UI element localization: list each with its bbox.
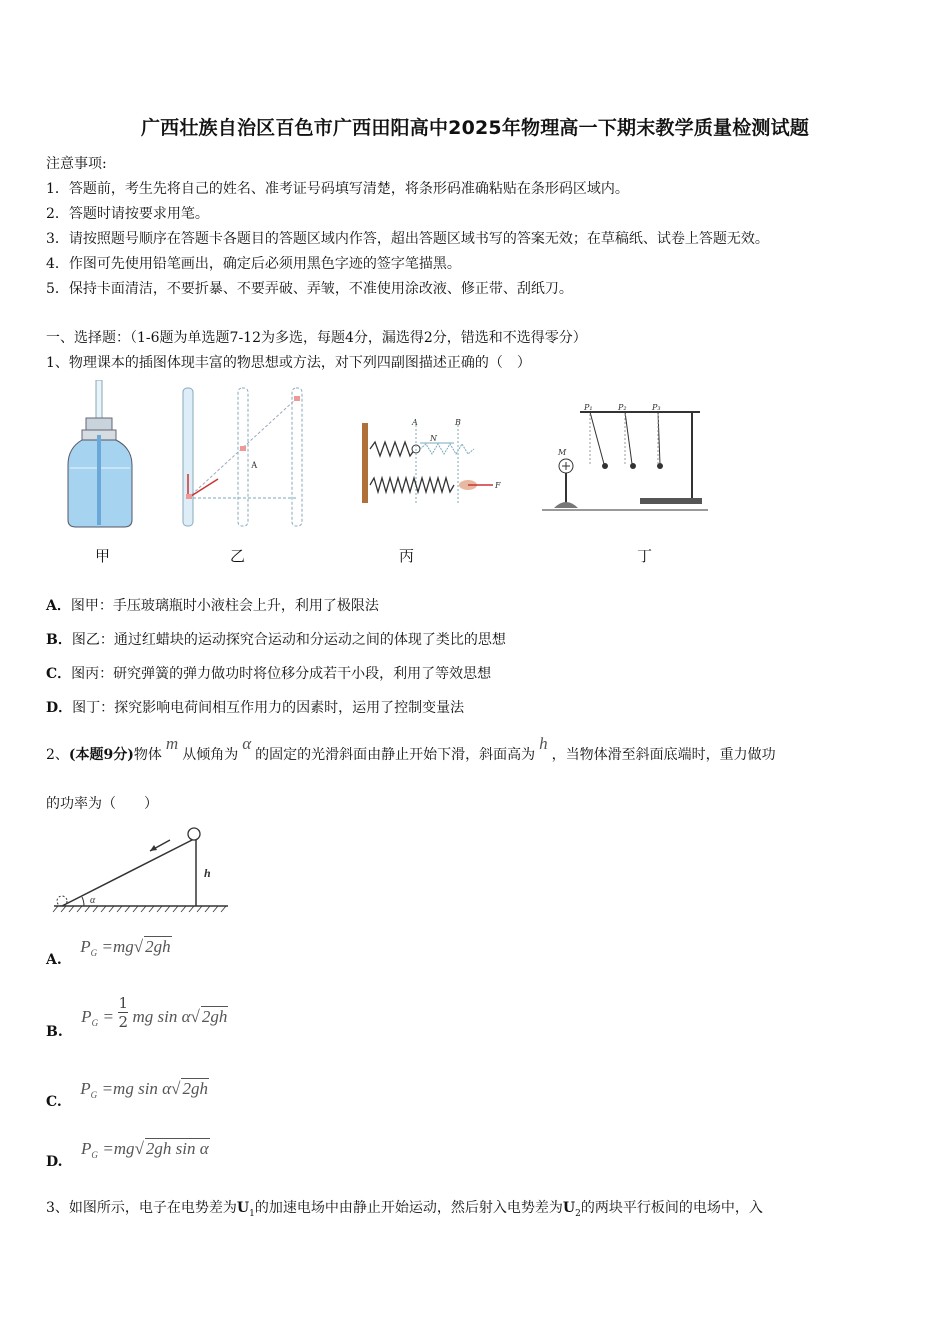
formula-lhs: P <box>81 1007 92 1026</box>
figure-ding-label-p3: P₃ <box>652 403 661 412</box>
figure-ding-pendulums <box>540 400 710 518</box>
figure-ding-label-p2: P₂ <box>618 403 627 412</box>
q2-text: 从倾角为 <box>182 747 239 763</box>
notice-item: 2．答题时请按要求用笔。 <box>46 206 209 222</box>
question-2-stem <box>46 734 776 764</box>
figure-label-ding: 丁 <box>637 547 653 565</box>
notice-item: 1．答题前，考生先将自己的姓名、准考证号码填写清楚，将条形码准确粘贴在条形码区域内。 <box>46 181 629 197</box>
page-title: 广西壮族自治区百色市广西田阳高中2025年物理高一下期末教学质量检测试题 <box>140 117 810 139</box>
option-text: 图甲：手压玻璃瓶时小液柱会上升，利用了极限法 <box>70 598 379 614</box>
option-d <box>46 697 464 717</box>
figure-bing-label-f: F <box>495 481 501 490</box>
question-1-stem: 1、物理课本的插图体现丰富的物思想或方法，对下列四副图描述正确的（ ） <box>46 355 531 371</box>
q2-var-alpha: α <box>242 734 252 753</box>
figure-yi-tubes <box>178 384 308 530</box>
option-letter: A. <box>46 952 62 968</box>
fraction <box>118 994 128 1031</box>
formula-sub: G <box>90 948 98 958</box>
figure-label-jia: 甲 <box>95 547 111 565</box>
option-c <box>46 663 491 683</box>
q3-var-u2: U <box>562 1200 576 1216</box>
option-a <box>46 595 379 615</box>
figure-label-bing: 丙 <box>399 547 415 565</box>
notice-item: 3．请按照题号顺序在答题卡各题目的答题区域内作答，超出答题区域书写的答案无效；在草稿纸、试卷上答题无效。 <box>46 231 769 247</box>
q2-option-d <box>46 1138 210 1170</box>
question-2-line2: 的功率为（ ） <box>46 796 158 812</box>
notice-item: 4．作图可先使用铅笔画出，确定后必须用黑色字迹的签字笔描黑。 <box>46 256 461 272</box>
figure-bing-springs <box>358 415 508 507</box>
formula-body: =mg <box>102 1139 135 1158</box>
formula-radicand: 2gh sin α <box>145 1139 209 1158</box>
option-text: 图丁：探究影响电荷间相互作用力的因素时，运用了控制变量法 <box>72 700 465 716</box>
q2-option-c <box>46 1078 209 1110</box>
option-letter: D. <box>46 1154 63 1170</box>
q2-text: 的固定的光滑斜面由静止开始下滑，斜面高为 <box>255 747 536 763</box>
option-letter: C. <box>46 1094 62 1110</box>
formula-radicand: 2gh <box>201 1007 228 1026</box>
formula-sub: G <box>90 1090 98 1100</box>
formula-radicand: 2gh <box>182 1079 208 1098</box>
q2-var-m: m <box>165 734 179 753</box>
q2-text: 物体 <box>133 747 162 763</box>
figure-bing-label-b: B <box>455 418 461 427</box>
formula-lhs: P <box>80 937 91 956</box>
q3-var-u1-sub: 1 <box>249 1208 255 1219</box>
option-letter: A． <box>46 598 71 614</box>
q3-var-u1: U <box>236 1200 250 1216</box>
figure-yi-label-a: A <box>251 460 258 470</box>
figure-incline <box>50 826 230 916</box>
option-letter: C． <box>46 666 72 682</box>
figure-incline-h: h <box>204 866 211 880</box>
formula-body: =mg <box>101 937 134 956</box>
formula-sub: G <box>91 1018 99 1028</box>
formula-body: mg sin α <box>132 1007 191 1026</box>
formula-body: = <box>102 1007 114 1026</box>
q2-option-a <box>46 936 172 968</box>
question-3-stem <box>46 1197 763 1219</box>
figure-bing-label-a: A <box>412 418 418 427</box>
q3-var-u2-sub: 2 <box>575 1208 581 1219</box>
sqrt-icon: √ <box>190 1007 200 1026</box>
q2-score: (本题9分) <box>68 747 134 763</box>
section-heading: 一、选择题：（1-6题为单选题7-12为多选，每题4分，漏选得2分，错选和不选得零分） <box>46 330 587 346</box>
sqrt-icon: √ <box>171 1079 181 1098</box>
option-letter: D． <box>46 700 73 716</box>
figure-jia-bottle <box>58 380 142 530</box>
option-text: 图乙：通过红蜡块的运动探究合运动和分运动之间的体现了类比的思想 <box>71 632 506 648</box>
formula-radicand: 2gh <box>145 937 171 956</box>
q3-text: 3、如图所示，电子在电势差为 <box>46 1200 237 1216</box>
notice-heading: 注意事项: <box>46 156 107 172</box>
notice-item: 5．保持卡面清洁，不要折暴、不要弄破、弄皱，不准使用涂改液、修正带、刮纸刀。 <box>46 281 573 297</box>
q3-text: 的加速电场中由静止开始运动，然后射入电势差为 <box>254 1200 563 1216</box>
q2-text: ，当物体滑至斜面底端时，重力做功 <box>551 747 776 763</box>
q2-var-h: h <box>539 734 548 753</box>
sqrt-icon: √ <box>134 1139 144 1158</box>
formula-sub: G <box>91 1150 98 1160</box>
option-b <box>46 629 506 649</box>
fraction-denominator: 2 <box>118 1013 128 1031</box>
figure-bing-label-n: N <box>430 434 437 443</box>
sqrt-icon: √ <box>133 937 144 956</box>
option-letter: B. <box>46 1024 63 1040</box>
figure-label-yi: 乙 <box>230 547 246 565</box>
option-letter: B． <box>46 632 72 648</box>
figure-ding-label-m: M <box>558 448 567 457</box>
q2-prefix: 2、 <box>46 747 69 763</box>
q3-text: 的两块平行板间的电场中，入 <box>580 1200 763 1216</box>
formula-lhs: P <box>80 1079 91 1098</box>
option-text: 图丙：研究弹簧的弹力做功时将位移分成若干小段，利用了等效思想 <box>71 666 492 682</box>
figure-ding-label-p1: P₁ <box>584 403 593 412</box>
formula-body: =mg sin α <box>101 1079 172 1098</box>
figure-incline-alpha: α <box>90 895 96 906</box>
fraction-numerator: 1 <box>118 994 128 1012</box>
q2-option-b <box>46 994 228 1040</box>
formula-lhs: P <box>80 1139 92 1158</box>
